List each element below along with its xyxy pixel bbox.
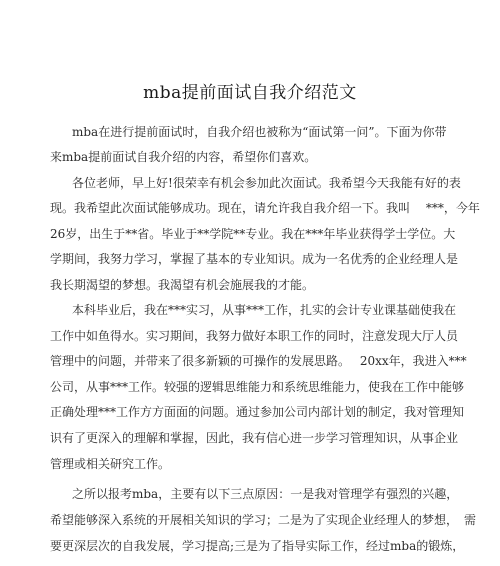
- body-line: 要更深层次的自我发展，学习提高;三是为了指导实际工作，经过mba的锻炼，: [50, 539, 465, 553]
- body-line: 之所以报考mba，主要有以下三点原因：一是我对管理学有强烈的兴趣，: [72, 487, 459, 501]
- body-line: 管理中的问题，并带来了很多新颖的可操作的发展思路。 20xx年，我进入***: [50, 354, 467, 368]
- body-line: mba在进行提前面试时，自我介绍也被称为“面试第一问”。下面为你带: [72, 125, 447, 139]
- body-line: 来mba提前面试自我介绍的内容，希望你们喜欢。: [50, 150, 317, 164]
- body-line: 公司，从事***工作。较强的逻辑思维能力和系统思维能力，使我在工作中能够: [50, 380, 465, 394]
- body-line: 希望能够深入系统的开展相关知识的学习；二是为了实现企业经理人的梦想， 需: [50, 513, 477, 527]
- document-title: mba提前面试自我介绍范文: [143, 83, 357, 103]
- body-line: 现。我希望此次面试能够成功。现在，请允许我自我介绍一下。我叫 ***，今年: [50, 201, 480, 215]
- body-line: 我长期渴望的梦想。我渴望有机会施展我的才能。: [50, 278, 315, 292]
- body-line: 本科毕业后，我在***实习，从事***工作，扎实的会计专业课基础使我在: [72, 303, 457, 317]
- body-line: 26岁，出生于**省。毕业于**学院**专业。我在***年毕业获得学士学位。大: [50, 227, 456, 241]
- body-line: 识有了更深入的理解和掌握，因此，我有信心进一步学习管理知识，从事企业: [50, 431, 459, 445]
- body-line: 正确处理***工作方方面面的问题。通过参加公司内部计划的制定，我对管理知: [50, 405, 465, 419]
- body-line: 学期间，我努力学习，掌握了基本的专业知识。成为一名优秀的企业经理人是: [50, 252, 459, 266]
- body-line: 各位老师，早上好!很荣幸有机会参加此次面试。我希望今天我能有好的表: [72, 176, 461, 190]
- body-line: 工作中如鱼得水。实习期间，我努力做好本职工作的同时，注意发现大厅人员: [50, 329, 459, 343]
- body-line: 管理或相关研究工作。: [50, 457, 171, 471]
